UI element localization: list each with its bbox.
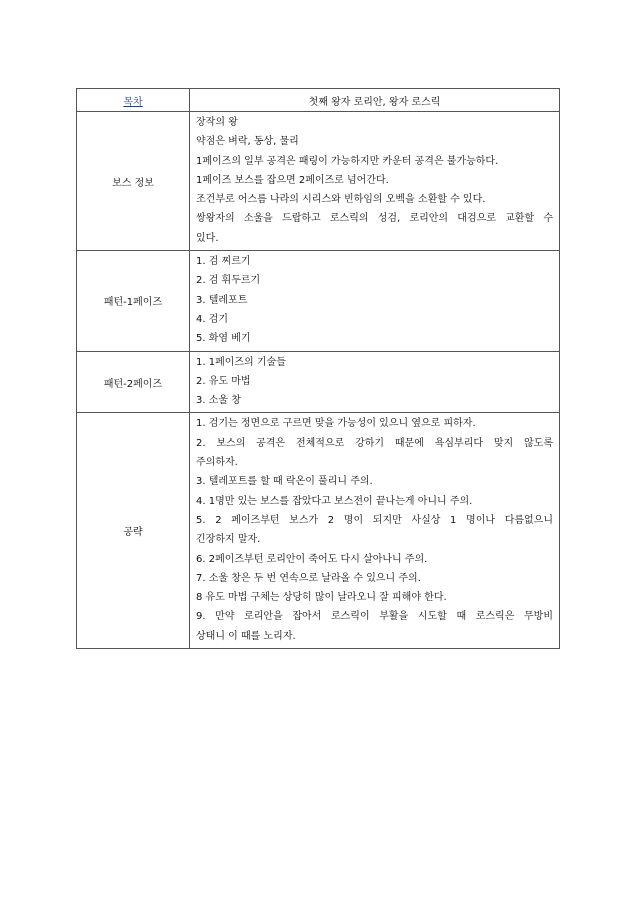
row-content: [190, 251, 560, 351]
row-content: [190, 112, 560, 251]
text-line: 주의하자.: [196, 457, 238, 469]
text-line: 조건부로 어스름 나라의 시리스와 빈하임의 오벡을 소환할 수 있다.: [196, 194, 486, 206]
text-line: 쌍왕자의 소울을 드랍하고 로스릭의 성검, 로리안의 대검으로 교환할 수: [196, 213, 553, 225]
text-line: 6. 2페이즈부턴 로리안이 죽어도 다시 살아나니 주의.: [196, 553, 428, 565]
text-line: 장작의 왕: [196, 117, 238, 128]
content-table: [76, 88, 560, 649]
text-line: 약점은 벼락, 동상, 물리: [196, 136, 299, 148]
text-line: 1페이즈의 일부 공격은 패링이 가능하지만 카운터 공격은 불가능하다.: [196, 155, 499, 167]
text-line: 2. 유도 마법: [196, 375, 251, 387]
header-title: 첫째 왕자 로리안, 왕자 로스릭: [190, 89, 560, 112]
text-line: 1페이즈 보스를 잡으면 2페이즈로 넘어간다.: [196, 174, 389, 186]
text-line: 5. 2 페이즈부턴 보스가 2 명이 되지만 사실상 1 명이나 다름없으니: [196, 514, 553, 526]
header-label-cell: [77, 89, 190, 112]
text-line: 9. 만약 로리안을 잡아서 로스릭이 부활을 시도할 때 로스릭은 무방비: [196, 611, 553, 623]
row-label: 패턴-1페이즈: [77, 251, 190, 351]
row-content: [190, 413, 560, 649]
row-label: 공략: [77, 413, 190, 649]
text-line: 7. 소울 창은 두 번 연속으로 날라올 수 있으니 주의.: [196, 572, 421, 584]
row-label: 보스 정보: [77, 112, 190, 251]
text-line: 상태니 이 때를 노리자.: [196, 630, 296, 642]
table-row-pattern-phase2: [77, 351, 560, 413]
text-line: 있다.: [196, 232, 219, 244]
text-line: 3. 텔레포트: [196, 294, 248, 306]
table-row-pattern-phase1: [77, 251, 560, 351]
text-line: 1. 1페이즈의 기술들: [196, 356, 286, 368]
table-row-boss-info: [77, 112, 560, 251]
text-line: 5. 화염 베기: [196, 333, 251, 345]
text-line: 4. 1명만 있는 보스를 잡았다고 보스전이 끝나는게 아니니 주의.: [196, 495, 473, 507]
table-row-strategy: [77, 413, 560, 649]
text-line: 8 유도 마법 구체는 상당히 많이 날라오니 잘 피해야 한다.: [196, 592, 447, 604]
text-line: 2. 검 휘두르기: [196, 275, 261, 287]
header-row: [77, 89, 560, 112]
text-line: 3. 텔레포트를 할 때 락온이 풀리니 주의.: [196, 476, 373, 488]
text-line: 2. 보스의 공격은 전체적으로 강하기 때문에 욕심부리다 맞지 않도록: [196, 437, 553, 449]
row-content: [190, 351, 560, 413]
toc-link[interactable]: 목차: [123, 96, 143, 108]
text-line: 3. 소울 창: [196, 395, 241, 407]
text-line: 1. 검 찌르기: [196, 256, 251, 268]
text-line: 4. 검기: [196, 313, 229, 325]
text-line: 1. 검기는 정면으로 구르면 맞을 가능성이 있으니 옆으로 피하자.: [196, 418, 476, 430]
text-line: 긴장하지 말자.: [196, 534, 261, 546]
row-label: 패턴-2페이즈: [77, 351, 190, 413]
